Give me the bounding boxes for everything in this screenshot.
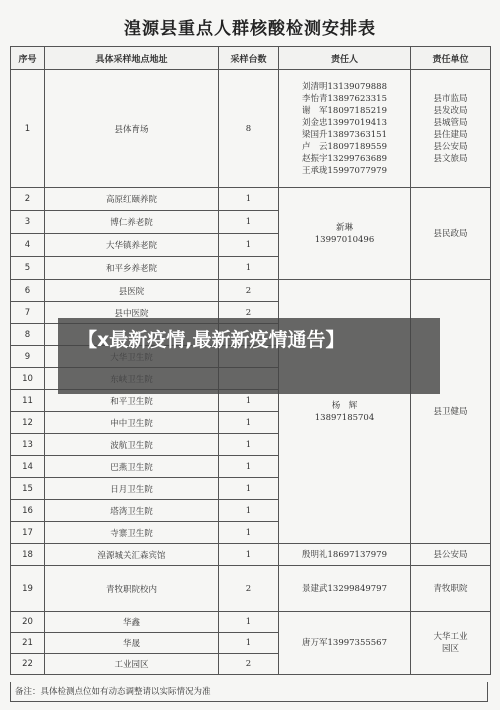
person-line: 赵振宇13299763689 [302,153,387,164]
row-count: 1 [219,211,279,234]
person-name: 新琳 [335,222,353,233]
person-line: 卢 云18097189559 [302,141,387,152]
row-unit: 县公安局 [411,544,491,566]
banner-title[interactable]: 【x最新疫情,最新新疫情通告】 [78,329,345,351]
row-count: 1 [219,478,279,500]
row-site: 日月卫生院 [45,478,219,500]
row-site: 和平乡养老院 [45,257,219,280]
person-line: 李怡青13897623315 [302,93,387,104]
row-site: 和平卫生院 [45,390,219,412]
table-row [11,280,491,302]
row-count: 1 [219,500,279,522]
unit-line: 园区 [441,644,459,654]
page-title: 湟源县重点人群核酸检测安排表 [124,19,376,39]
row-seq: 19 [11,566,45,612]
table-row [11,612,491,633]
row-count: 2 [219,280,279,302]
row-count: 1 [219,188,279,211]
row-seq: 12 [11,412,45,434]
row-seq: 8 [11,324,45,346]
row-site: 华晟 [45,633,219,654]
row-count: 1 [219,544,279,566]
person-line: 谢 军18097185219 [302,105,387,116]
row-person [279,188,411,280]
row-seq: 10 [11,368,45,390]
row-unit: 县卫健局 [411,280,491,544]
row-seq: 21 [11,633,45,654]
row-person: 殷明礼18697137979 [279,544,411,566]
person-line: 王承珑15997077979 [302,165,387,176]
row-unit-list [411,70,491,188]
header-person: 责任人 [279,47,411,70]
row-count: 2 [219,654,279,675]
person-name: 杨 辉 [331,400,358,411]
row-seq: 18 [11,544,45,566]
person-line: 刘清明13139079888 [302,81,387,92]
header-unit: 责任单位 [411,47,491,70]
row-seq: 11 [11,390,45,412]
row-site: 大华镇养老院 [45,234,219,257]
row-count: 1 [219,522,279,544]
person-phone: 13997010496 [314,234,375,245]
row-site: 华鑫 [45,612,219,633]
unit-line: 县文旅局 [433,153,468,164]
header-site: 具体采样地点地址 [45,47,219,70]
row-site: 工业园区 [45,654,219,675]
table-row [11,188,491,211]
unit-line: 县住建局 [433,129,468,140]
row-seq: 14 [11,456,45,478]
row-count: 2 [219,566,279,612]
unit-line: 大华工业 [433,632,468,642]
row-site: 湟源城关汇森宾馆 [45,544,219,566]
row-site: 巴燕卫生院 [45,456,219,478]
row-site: 博仁养老院 [45,211,219,234]
person-phone: 13897185704 [314,412,375,423]
table-row [11,566,491,612]
row-site: 县医院 [45,280,219,302]
row-seq: 3 [11,211,45,234]
row-person: 景建武13299849797 [279,566,411,612]
row-seq: 1 [11,70,45,188]
row-site: 波航卫生院 [45,434,219,456]
row-count: 1 [219,434,279,456]
header-seq: 序号 [11,47,45,70]
person-line: 梁国升13897363151 [302,129,387,140]
unit-line: 县公安局 [433,141,468,152]
row-count: 1 [219,257,279,280]
table-row [11,544,491,566]
person-line: 刘金忠13997019413 [302,117,387,128]
row-seq: 6 [11,280,45,302]
row-count: 1 [219,390,279,412]
row-person: 唐万军13997355567 [279,612,411,675]
row-seq: 22 [11,654,45,675]
row-count: 8 [219,70,279,188]
row-site: 寺寨卫生院 [45,522,219,544]
row-seq: 15 [11,478,45,500]
row-seq: 4 [11,234,45,257]
row-site: 高原红颐养院 [45,188,219,211]
row-site: 县中医院 [45,302,219,324]
table-header-row [11,47,491,70]
row-site: 申中卫生院 [45,412,219,434]
row-site: 县体育场 [45,70,219,188]
row-seq: 2 [11,188,45,211]
row-count: 1 [219,612,279,633]
row-seq: 13 [11,434,45,456]
row-count: 1 [219,412,279,434]
unit-line: 县发改局 [433,105,468,116]
row-count: 1 [219,456,279,478]
row-seq: 7 [11,302,45,324]
unit-line: 县城管局 [433,117,468,128]
row-count: 1 [219,234,279,257]
table-note: 备注：具体检测点位如有动态调整请以实际情况为准 [10,682,488,702]
row-seq: 16 [11,500,45,522]
row-unit: 县民政局 [411,188,491,280]
row-unit: 青牧职院 [411,566,491,612]
row-site: 塔湾卫生院 [45,500,219,522]
row-seq: 9 [11,346,45,368]
row-seq: 5 [11,257,45,280]
row-count: 1 [219,633,279,654]
header-count: 采样台数 [219,47,279,70]
table-row [11,70,491,188]
row-unit [411,612,491,675]
row-seq: 17 [11,522,45,544]
row-count: 2 [219,302,279,324]
row-site: 青牧职院校内 [45,566,219,612]
unit-line: 县市监局 [433,93,468,104]
row-seq: 20 [11,612,45,633]
row-person-list [279,70,411,188]
